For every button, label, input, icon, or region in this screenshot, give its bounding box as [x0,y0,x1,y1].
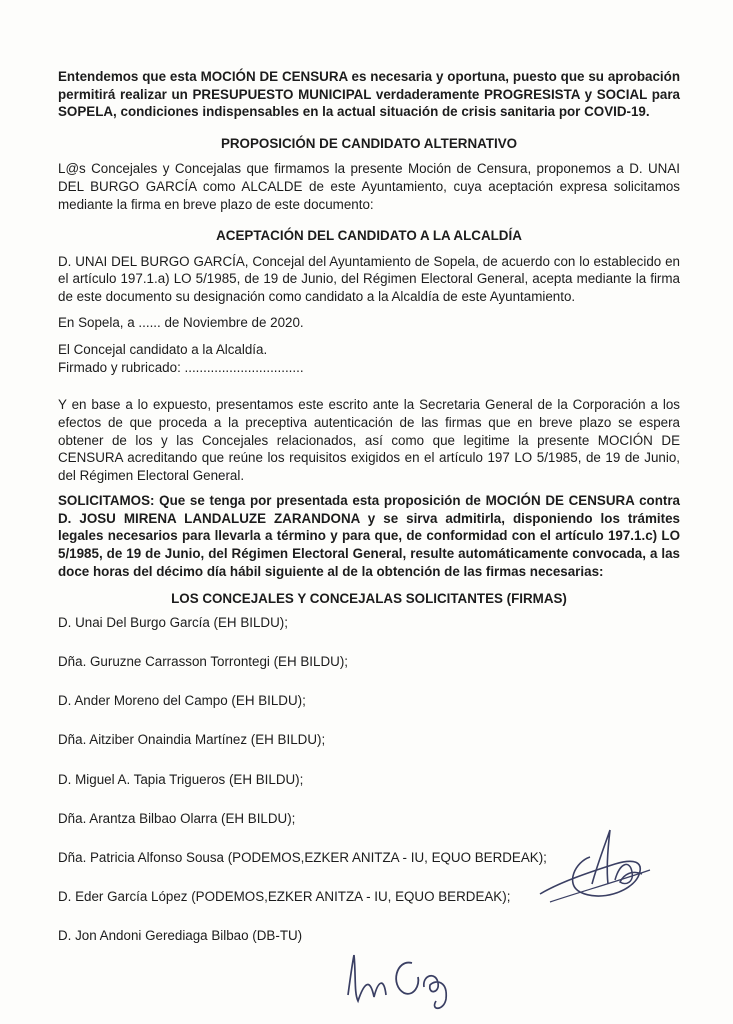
candidate-line: El Concejal candidato a la Alcaldía. [58,342,268,358]
signer-item: D. Ander Moreno del Campo (EH BILDU); [58,693,306,709]
exposition-paragraph: Y en base a lo expuesto, presentamos este escrito ante la Secretaria General de la Corporación a los efectos de que proceda a la preceptiva autenticación de las firmas que en breve plazo se espera obtener de los y las Concejales relacionados, así como que legitime la presente MOCIÓN DE CENSURA acreditando que reúne los requisitos exigidos en el artículo 197 LO 5/1985, de 19 de Junio, del Régimen Electoral General. [58,397,680,483]
signed-line: Firmado y rubricado: ................................ [58,359,304,375]
signer-item: Dña. Guruzne Carrasson Torrontegi (EH BILDU); [58,654,348,670]
aceptacion-paragraph: D. UNAI DEL BURGO GARCÍA, Concejal del Ayuntamiento de Sopela, de acuerdo con lo establecido en el artículo 197.1.a) LO 5/1985, de 19 de Junio, del Régimen Electoral General, acepta mediante la firma de este documento su designación como candidato a la Alcaldía de este Ayuntamiento. [58,253,680,304]
signer-item: Dña. Patricia Alfonso Sousa (PODEMOS,EZKER ANITZA - IU, EQUO BERDEAK); [58,849,547,865]
signer-item: Dña. Aitziber Onaindia Martínez (EH BILDU); [58,732,326,748]
signers-heading: LOS CONCEJALES Y CONCEJALAS SOLICITANTES (FIRMAS) [171,591,567,607]
proposicion-heading: PROPOSICIÓN DE CANDIDATO ALTERNATIVO [220,135,518,151]
signer-item: Dña. Arantza Bilbao Olarra (EH BILDU); [58,810,296,826]
signer-item: D. Jon Andoni Gerediaga Bilbao (DB-TU) [58,928,303,944]
aceptacion-heading: ACEPTACIÓN DEL CANDIDATO A LA ALCALDÍA [216,228,522,244]
date-line: En Sopela, a ...... de Noviembre de 2020. [58,314,304,330]
intro-paragraph: Entendemos que esta MOCIÓN DE CENSURA es necesaria y oportuna, puesto que su aprobación permitirá realizar un PRESUPUESTO MUNICIPAL verdaderamente PROGRESISTA y SOCIAL para SOPELA, condiciones indispensables en la actual situación de crisis sanitaria por COVID-19. [58,69,680,120]
signer-item: D. Eder García López (PODEMOS,EZKER ANITZA - IU, EQUO BERDEAK); [58,889,511,905]
document-page [58,68,680,967]
signers-list [58,614,680,967]
proposicion-paragraph: L@s Concejales y Concejalas que firmamos la presente Moción de Censura, proponemos a D. UNAI DEL BURGO GARCÍA como ALCALDE de este Ayuntamiento, cuya aceptación expresa solicitamos mediante la firma en breve plazo de este documento: [58,161,680,212]
solicitamos-paragraph: SOLICITAMOS: Que se tenga por presentada esta proposición de MOCIÓN DE CENSURA contra D. JOSU MIRENA LANDALUZE ZARANDONA y se sirva admitirla, disponiendo los trámites legales necesarios para llevarla a término y para que, de conformidad con el artículo 197.1.c) LO 5/1985, de 19 de Junio, del Régimen Electoral General, resulte automáticamente convocada, a las doce horas del décimo día hábil siguiente al de la obtención de las firmas necesarias: [58,493,680,579]
signer-item: D. Miguel A. Tapia Trigueros (EH BILDU); [58,771,304,787]
signer-item: D. Unai Del Burgo García (EH BILDU); [58,614,288,630]
